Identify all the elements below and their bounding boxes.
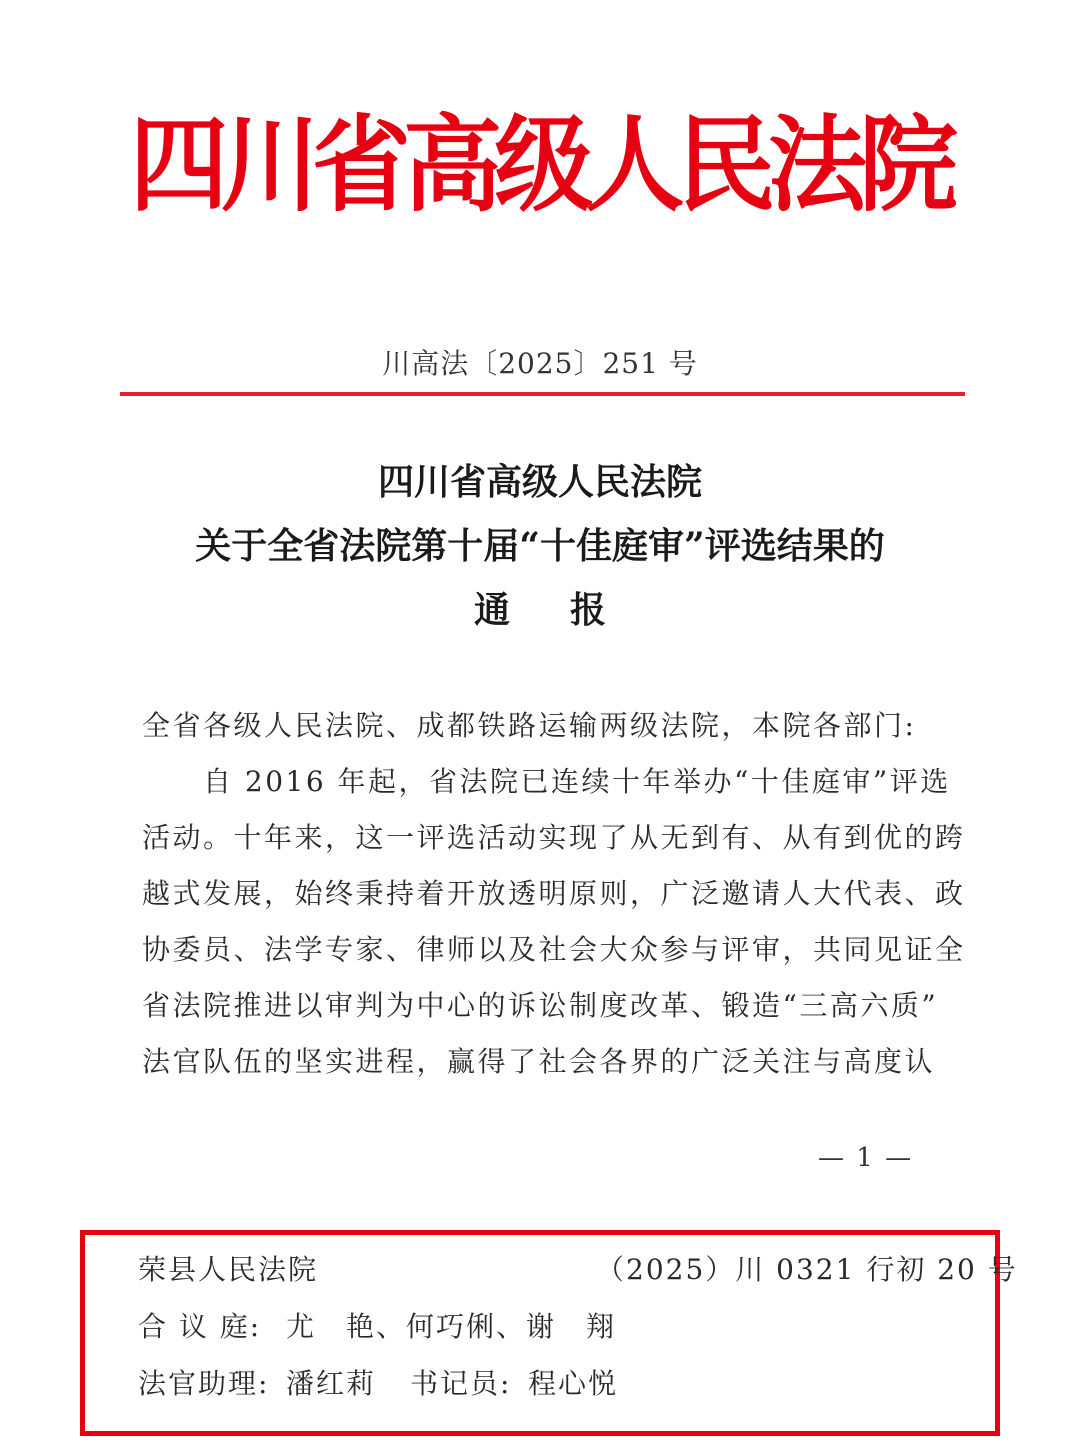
clerk-label: 书记员: bbox=[410, 1367, 512, 1400]
page-number: — 1 — bbox=[818, 1143, 914, 1173]
paragraph-line: 活动。十年来，这一评选活动实现了从无到有、从有到优的跨 bbox=[142, 821, 966, 854]
case-court-name: 荣县人民法院 bbox=[138, 1253, 319, 1286]
paragraph-line: 法官队伍的坚实进程，赢得了社会各界的广泛关注与高度认 bbox=[142, 1045, 936, 1078]
case-number: （2025）川 0321 行初 20 号 bbox=[596, 1253, 1018, 1286]
title-line-3: 通报 bbox=[473, 589, 666, 631]
title-line-1: 四川省高级人民法院 bbox=[377, 461, 702, 503]
assistant-name: 潘红莉 bbox=[286, 1367, 377, 1400]
assistant-label: 法官助理: bbox=[138, 1367, 270, 1400]
panel-members: 尤 艳、何巧俐、谢 翔 bbox=[286, 1310, 617, 1343]
document-number: 川高法〔2025〕251 号 bbox=[382, 347, 698, 380]
salutation: 全省各级人民法院、成都铁路运输两级法院，本院各部门: bbox=[142, 709, 917, 742]
title-line-2: 关于全省法院第十届“十佳庭审”评选结果的 bbox=[195, 525, 885, 567]
paragraph-line: 协委员、法学专家、律师以及社会大众参与评审，共同见证全 bbox=[142, 933, 966, 966]
red-divider-line bbox=[120, 392, 965, 396]
paragraph-line: 越式发展，始终秉持着开放透明原则，广泛邀请人大代表、政 bbox=[142, 877, 966, 910]
paragraph-line: 自 2016 年起，省法院已连续十年举办“十佳庭审”评选 bbox=[142, 765, 951, 798]
panel-label: 合 议 庭: bbox=[138, 1310, 262, 1343]
court-masthead: 四川省高级人民法院 bbox=[129, 104, 951, 226]
paragraph-line: 省法院推进以审判为中心的诉讼制度改革、锻造“三高六质” bbox=[142, 989, 939, 1022]
clerk-name: 程心悦 bbox=[528, 1367, 619, 1400]
